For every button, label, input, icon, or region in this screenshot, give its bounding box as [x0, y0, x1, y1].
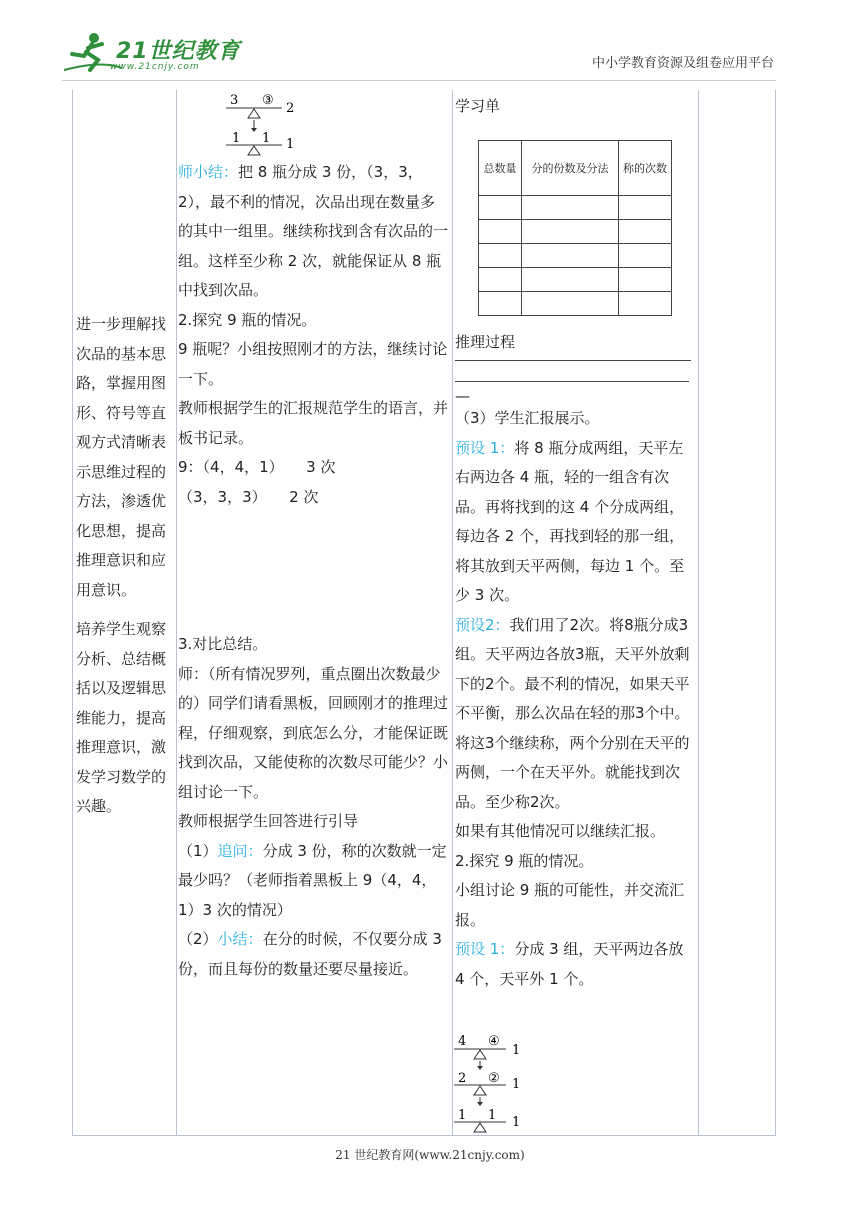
section-2-note: 教师根据学生的汇报规范学生的语言，并板书记录。 — [178, 399, 449, 447]
balance-right: ④ — [488, 1034, 500, 1049]
preset-3-text: 分成 3 组，天平两边各放 4 个，天平外 1 个。 — [455, 940, 684, 988]
item-number: （1） — [178, 841, 218, 860]
balance-left: 2 — [458, 1071, 467, 1086]
logo-url: www.21cnjy.com — [110, 62, 200, 72]
table-header: 分的份数及分法 — [522, 141, 619, 196]
column-divider — [452, 90, 453, 1136]
header-divider — [62, 80, 776, 81]
item-number: （2） — [178, 930, 218, 948]
balance-left: 4 — [458, 1034, 467, 1049]
section-3-note: 教师根据学生回答进行引导 — [178, 812, 359, 830]
answer-dash: — — [455, 387, 470, 405]
design-intent-column — [76, 310, 174, 822]
follow-up-label: 追问： — [217, 841, 263, 860]
table-header: 总数量 — [479, 141, 522, 196]
balance-left: 3 — [230, 93, 239, 108]
reasoning-title: 推理过程 — [455, 332, 516, 351]
summary-text: 在分的时候，不仅要分成 3 份，而且每份的数量还要尽量接近。 — [178, 930, 442, 978]
teacher-activity-column — [178, 158, 450, 984]
page-footer: 21 世纪教育网(www.21cnjy.com) — [335, 1148, 525, 1162]
balance-right: ② — [488, 1071, 500, 1086]
result-row-2: （3，3，3） 2 次 — [178, 487, 319, 506]
section-2-text: 小组讨论 9 瓶的可能性，并交流汇报。 — [455, 881, 685, 929]
section-2-title: 2.探究 9 瓶的情况。 — [455, 851, 594, 870]
platform-name: 中小学教育资源及组卷应用平台 — [591, 56, 774, 71]
column-divider — [698, 90, 699, 1136]
section-2-prompt: 9 瓶呢？小组按照刚才的方法，继续讨论一下。 — [178, 340, 448, 388]
balance-diagram-8 — [222, 92, 312, 156]
preset-2-text: 我们用了2次。将8瓶分成3组。天平两边各放3瓶，天平外放剩下的2个。最不利的情况，如果天平不平衡，那么次品在轻的那3个中。将这3个继续称，两个分别在天平的两侧，一个在天平外。就能找到次品。至少称2次。 — [455, 615, 690, 811]
balance-outside: 2 — [286, 101, 295, 116]
result-row-1: 9：（4，4，1） 3 次 — [178, 458, 336, 476]
worksheet-title: 学习单 — [455, 97, 501, 115]
preset-1-label: 预设 1： — [455, 438, 515, 457]
answer-line — [455, 360, 691, 361]
balance-left: 1 — [458, 1108, 467, 1123]
summary-text: 把 8 瓶分成 3 份，（3，3，2），最不利的情况，次品出现在数量多的其中一组里。继续称找到含有次品的一组。这样至少称 2 次，就能保证从 8 瓶中找到次品。 — [178, 163, 449, 299]
balance-right: 1 — [262, 131, 271, 146]
preset-1-text: 将 8 瓶分成两组，天平左右两边各 4 瓶，轻的一组含有次品。再将找到的这 4 个分成两组，每边各 2 个，再找到轻的那一组，将其放到天平两侧，每边 1 个。至少 3 次。 — [455, 438, 685, 604]
section-2-title: 2.探究 9 瓶的情况。 — [178, 310, 317, 329]
summary-label: 师小结： — [178, 163, 239, 181]
report-title: （3）学生汇报展示。 — [455, 409, 600, 427]
preset-2-label: 预设2： — [455, 615, 510, 634]
column-divider — [176, 90, 177, 1136]
student-activity-column — [455, 92, 697, 994]
balance-outside: 1 — [512, 1077, 521, 1092]
summary-label: 小结： — [217, 930, 263, 948]
balance-diagram-9 — [452, 1032, 532, 1136]
section-3-title: 3.对比总结。 — [178, 635, 268, 653]
design-intent-2: 培养学生观察分析、总结概括以及逻辑思维能力，提高推理意识，激发学习数学的兴趣。 — [76, 620, 167, 815]
page-header — [0, 0, 860, 90]
design-intent-1: 进一步理解找次品的基本思路，掌握用图形、符号等直观方式清晰表示思维过程的方法，渗透优化思想，提高推理意识和应用意识。 — [76, 315, 167, 599]
balance-outside: 1 — [512, 1043, 521, 1058]
balance-outside: 1 — [512, 1115, 521, 1130]
follow-up-text: 分成 3 份，称的次数就一定最少吗？（老师指着黑板上 9（4，4，1）3 次的情况） — [178, 841, 447, 919]
balance-right: 1 — [488, 1108, 497, 1123]
table-header: 称的次数 — [619, 141, 672, 196]
answer-line — [455, 381, 689, 382]
balance-left: 1 — [232, 131, 241, 146]
balance-outside: 1 — [286, 137, 295, 152]
preset-2-more: 如果有其他情况可以继续汇报。 — [455, 822, 666, 840]
logo-text: 21世纪教育 — [116, 39, 241, 64]
balance-right: ③ — [262, 93, 274, 108]
section-3-prompt: 师：（所有情况罗列，重点圈出次数最少的）同学们请看黑板，回顾刚才的推理过程，仔细观察，到底怎么分，才能保证既找到次品，又能使称的次数尽可能少？小组讨论一下。 — [178, 664, 449, 801]
preset-3-label: 预设 1： — [455, 940, 515, 958]
